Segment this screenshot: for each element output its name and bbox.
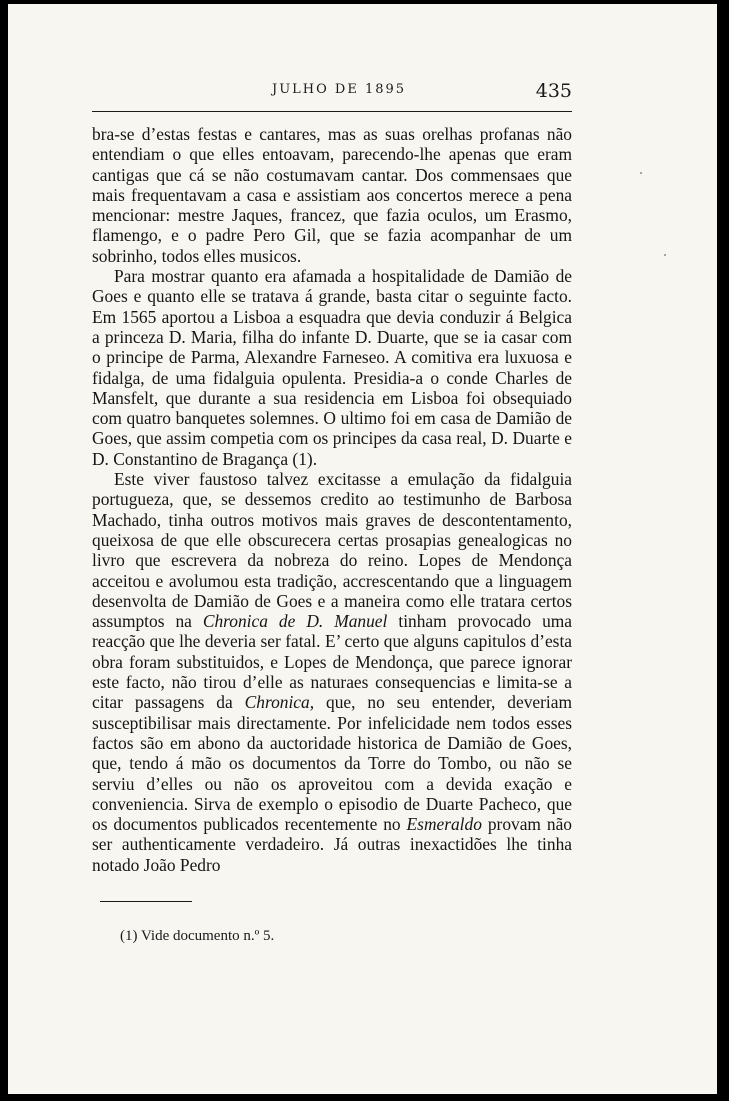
paragraph: [92, 469, 572, 875]
running-head: JULHO DE 1895: [272, 82, 407, 97]
body-text: [92, 124, 572, 875]
page-header: [92, 82, 572, 108]
footnote: (1) Vide documento n.º 5.: [120, 928, 275, 944]
text-run: Este viver faustoso talvez excitasse a emulação da fidalguia portugueza, que, se dessemos credito ao testimunho de Barbosa Machado, tinha outros motivos mais graves de descontentamento, queixosa de que elle obscurecera certas prosapias genealogicas no livro que escrevera da nobreza do reino. Lopes de Mendonça acceitou e avolumou esta tradição, accrescentando que a linguagem desenvolta de Damião de Goes e a maneira como elle tratara certos assumptos na: [92, 469, 572, 632]
text-run: tinham provocado uma reacção que lhe deveria ser fatal. E’ certo que alguns capitulos d’esta obra foram substituidos, e Lopes de Mendonça, que parece ignorar este facto, não tirou d’elle as naturaes consequencias e limita-se a citar passagens da: [92, 611, 573, 713]
text-run: provam não ser authenticamente verdadeiro. Já outras inexactidões lhe tinha notado João Pedro: [92, 814, 572, 875]
page-number: 435: [535, 80, 572, 102]
speck: [664, 254, 666, 256]
text-run: bra-se d’estas festas e cantares, mas as suas orelhas profanas não entendiam o que elles entoavam, parecendo-lhe apenas que eram cantigas que cá se não costumavam cantar. Dos commensaes que mais frequentavam a casa e assistiam aos concertos merece a pena mencionar: mestre Jaques, francez, que fazia oculos, um Erasmo, flamengo, e o padre Pero Gil, que se fazia acompanhar de um sobrinho, todos elles musicos.: [92, 124, 572, 266]
italic-title: Esmeraldo: [406, 814, 482, 835]
text-run: Para mostrar quanto era afamada a hospitalidade de Damião de Goes e quanto elle se tratava á grande, basta citar o seguinte facto. Em 1565 aportou a Lisboa a esquadra que devia conduzir á Belgica a princeza D. Maria, filha do infante D. Duarte, que se ia casar com o principe de Parma, Alexandre Farneseo. A comitiva era luxuosa e fidalga, de uma fidalguia opulenta. Presidia-a o conde Charles de Mansfelt, que durante a sua residencia em Lisboa foi obsequiado com quatro banquetes solemnes. O ultimo foi em casa de Damião de Goes, que assim competia com os principes da casa real, D. Duarte e D. Constantino de Bragança (1).: [92, 266, 572, 469]
speck: [640, 172, 642, 174]
italic-title: Chronica de D. Manuel: [202, 611, 388, 632]
header-rule: [92, 111, 572, 112]
text-run: que, no seu entender, deveriam susceptibilisar mais directamente. Por infelicidade nem todos esses factos são em abono da auctoridade historica de Damião de Goes, que, tendo á mão os documentos da Torre do Tombo, ou não se serviu d’elles ou não os aproveitou com a devida exação e conveniencia. Sirva de exemplo o episodio de Duarte Pacheco, que os documentos publicados recentemente no: [92, 692, 572, 835]
paragraph: [92, 266, 572, 469]
italic-title: Chronica,: [244, 692, 315, 713]
paragraph: [92, 124, 572, 266]
footnote-rule: [100, 901, 192, 902]
